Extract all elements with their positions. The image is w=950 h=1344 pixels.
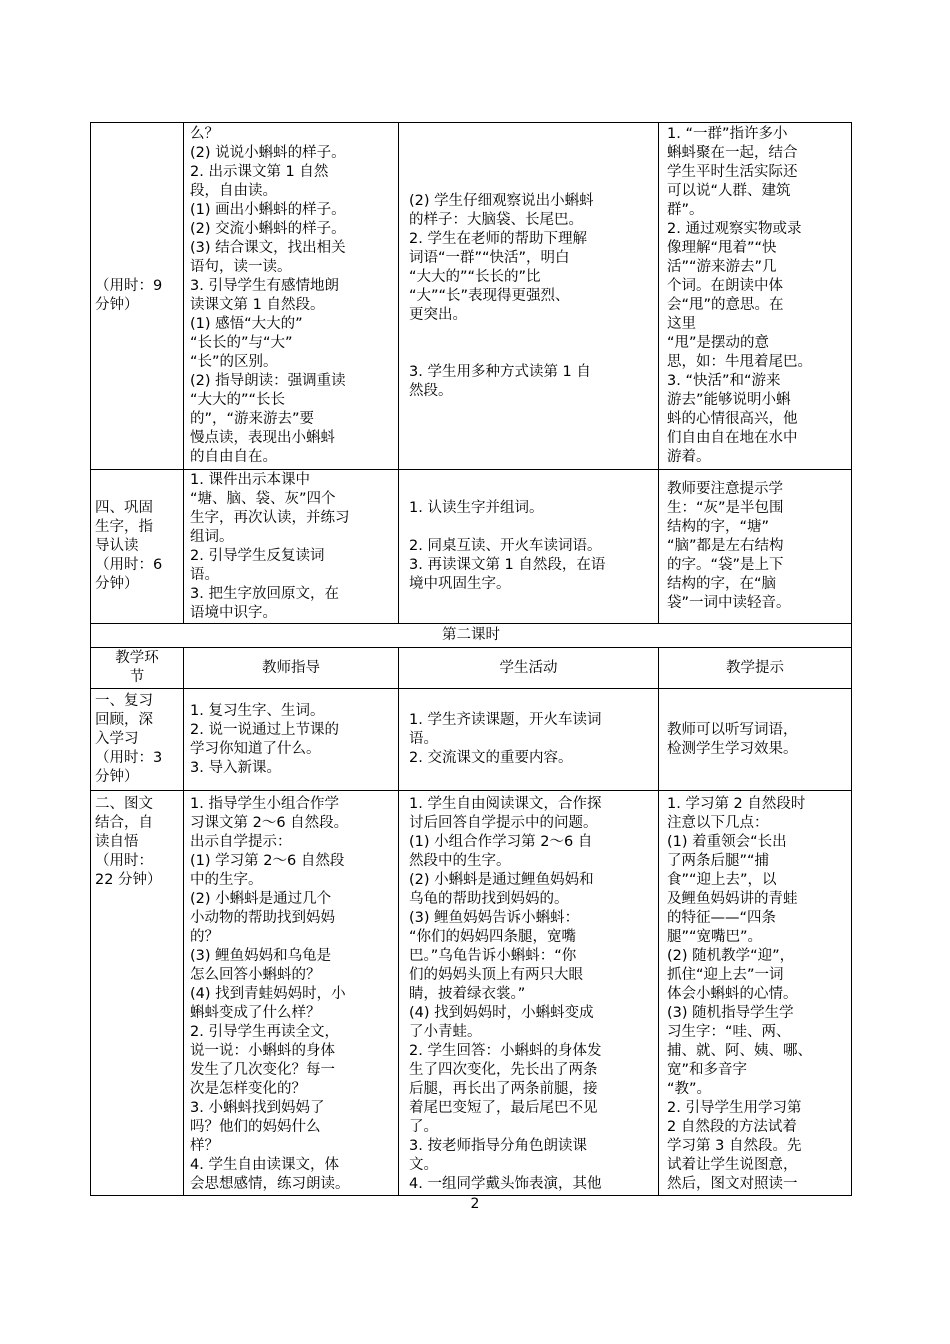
text-line: 吗？他们的妈妈什么 [190, 1119, 321, 1135]
text-line: 3. 再读课文第 1 自然段，在语 [409, 557, 606, 573]
text-line: 蝌蚪聚在一起，结合 [667, 145, 798, 161]
text-line: 1. 学生自由阅读课文，合作探 [409, 796, 602, 812]
text-line: 生字，再次认读，并练习 [190, 509, 350, 526]
text-line: 蝌蚪变成了什么样？ [190, 1005, 321, 1021]
text-line: “长长的”与“大” [190, 335, 293, 351]
text-line: 教学环 [115, 650, 159, 666]
student-activity-part [409, 192, 654, 325]
text-line: 语。 [409, 731, 438, 747]
text-line: 3. 导入新课。 [190, 759, 281, 776]
text-line: (2) 指导朗读：强调重读 [190, 373, 346, 389]
text-line: 2. 引导学生再读全文， [190, 1024, 339, 1040]
text-line: 1. 指导学生小组合作学 [190, 796, 339, 812]
text-line: 出示自学提示： [190, 834, 292, 850]
text-line: 2. 说一说通过上节课的 [190, 721, 339, 738]
text-line: 2. 出示课文第 1 自然 [190, 164, 329, 180]
student-activity-cell [399, 791, 659, 1196]
text-line: （用时： [95, 853, 153, 869]
text-line: 会思想感情，练习朗读。 [190, 1176, 350, 1192]
text-line: 发生了几次变化？每一 [190, 1062, 335, 1078]
text-line: 结构的字，在“脑 [667, 576, 777, 592]
text-line: 2 自然段的方法试着 [667, 1119, 797, 1135]
text-line: 捕、就、阿、姨、哪、 [667, 1043, 812, 1059]
text-line: 结构的字，“塘” [667, 519, 770, 535]
text-line: 了两条后腿”“捕 [667, 853, 770, 869]
text-line: 样？ [190, 1138, 219, 1154]
student-activity-cell [399, 123, 659, 470]
text-line: 词语“一群”“快活”，明白 [409, 249, 570, 266]
text-line: 学习第 3 自然段。先 [667, 1138, 802, 1154]
text-line: (4) 找到妈妈时，小蝌蚪变成 [409, 1005, 594, 1021]
text-line: 的”，“游来游去”要 [190, 411, 315, 427]
text-line: 思，如：牛甩着尾巴。 [667, 354, 812, 370]
text-line: 们的妈妈头顶上有两只大眼 [409, 967, 583, 983]
text-line: （用时：3 [95, 750, 163, 766]
text-line: 语。 [190, 566, 219, 583]
text-line: 一、复习 [95, 693, 153, 709]
text-line: (2) 随机教学“迎”， [667, 948, 795, 964]
text-line: 的样子：大脑袋、长尾巴。 [409, 211, 583, 228]
text-line: 的特征——“四条 [667, 910, 777, 926]
student-activity-part [409, 537, 654, 594]
text-line: 说一说：小蝌蚪的身体 [190, 1043, 335, 1059]
text-line: 及鲤鱼妈妈讲的青蛙 [667, 891, 798, 907]
text-line: 教师要注意提示学 [667, 481, 783, 497]
text-line: (2) 学生仔细观察说出小蝌蚪 [409, 192, 594, 209]
text-line: 袋”一词中读轻音。 [667, 595, 791, 611]
stage-cell [91, 791, 184, 1196]
header-row [91, 648, 852, 689]
text-line: 四、巩固 [95, 500, 153, 516]
text-line: 节 [129, 669, 145, 685]
text-line: 个词。在朗读中体 [667, 278, 783, 294]
text-line: 这里 [667, 316, 696, 332]
text-line: 习生字：“哇、两、 [667, 1024, 791, 1040]
text-line: 组词。 [190, 528, 234, 545]
text-line: (3) 结合课文，找出相关 [190, 240, 346, 256]
text-line: “大大的”“长长的”比 [409, 268, 541, 285]
text-line: 么？ [190, 126, 219, 142]
text-line: （用时：9 [95, 278, 163, 294]
text-line: (1) 感悟“大大的” [190, 316, 303, 332]
text-line: 2. 引导学生用学习第 [667, 1100, 802, 1116]
text-line: “脑”都是左右结构 [667, 538, 784, 554]
stage-cell [91, 123, 184, 470]
text-line: 像理解“甩着”“快 [667, 240, 777, 256]
text-line: 4. 一组同学戴头饰表演，其他 [409, 1176, 602, 1192]
text-line: 3. “快活”和“游来 [667, 373, 781, 389]
text-line: 语句，读一读。 [190, 259, 292, 275]
text-line: 结合，自 [95, 815, 153, 831]
text-line: 1. 复习生字、生词。 [190, 702, 325, 719]
text-line: 次是怎样变化的？ [190, 1081, 306, 1097]
text-line: 会“甩”的意思。在 [667, 297, 784, 313]
text-line: 读自悟 [95, 834, 139, 850]
text-line: (3) 鲤鱼妈妈告诉小蝌蚪： [409, 910, 580, 926]
table-row [91, 791, 852, 1196]
text-line: 1. 学习第 2 自然段时 [667, 796, 806, 812]
text-line: 教师可以听写词语， [667, 721, 798, 738]
text-line: 2. 学生在老师的帮助下理解 [409, 230, 587, 247]
lesson-plan-table [90, 122, 852, 1196]
text-line: “教”。 [667, 1081, 712, 1097]
text-line: 蚪的心情很高兴，他 [667, 411, 798, 427]
text-line: 睛，披着绿衣裳。” [409, 986, 526, 1002]
text-line: 后腿，再长出了两条前腿，接 [409, 1081, 598, 1097]
text-line: “你们的妈妈四条腿，宽嘴 [409, 929, 577, 945]
text-line: 3. 引导学生有感情地朗 [190, 278, 339, 294]
text-line: (3) 鲤鱼妈妈和乌龟是 [190, 948, 332, 964]
header-stage [91, 648, 184, 689]
text-line: “长”的区别。 [190, 354, 278, 370]
text-line: 生：“灰”是半包围 [667, 500, 784, 516]
text-line: 生了四次变化，先长出了两条 [409, 1062, 598, 1078]
text-line: 怎么回答小蝌蚪的？ [190, 967, 321, 983]
table-row [91, 470, 852, 624]
text-line: 1. 课件出示本课中 [190, 471, 310, 488]
text-line: 1. “一群”指许多小 [667, 126, 788, 142]
text-line: “甩”是摆动的意 [667, 335, 770, 351]
text-line: 慢点读，表现出小蝌蚪 [190, 430, 335, 446]
text-line: 抓住“迎上去”一词 [667, 967, 784, 983]
text-line: 2. 学生回答：小蝌蚪的身体发 [409, 1043, 602, 1059]
text-line: 3. 按老师指导分角色朗读课 [409, 1138, 587, 1154]
text-line: 乌龟的帮助找到妈妈的。 [409, 891, 569, 907]
text-line: 然后，图文对照读一 [667, 1176, 798, 1192]
text-line: (1) 着重领会“长出 [667, 834, 787, 850]
text-line: 着尾巴变短了，最后尾巴不见 [409, 1100, 598, 1116]
teacher-guidance-cell [184, 123, 399, 470]
teaching-tip-cell [659, 689, 852, 791]
student-activity-part [409, 363, 654, 401]
text-line: 注意以下几点： [667, 815, 769, 831]
text-line: (1) 学习第 2～6 自然段 [190, 853, 345, 869]
text-line: (1) 小组合作学习第 2～6 自 [409, 834, 593, 850]
text-line: 导认读 [95, 538, 139, 554]
text-line: 游去”能够说明小蝌 [667, 392, 791, 408]
header-student: 学生活动 [399, 648, 659, 689]
text-line: 然段中的生字。 [409, 853, 511, 869]
stage-cell [91, 470, 184, 624]
header-tips: 教学提示 [659, 648, 852, 689]
text-line: 2. 引导学生反复读词 [190, 547, 325, 564]
session-row [91, 624, 852, 648]
text-line: 游着。 [667, 449, 711, 465]
text-line: 学习你知道了什么。 [190, 740, 321, 757]
teaching-tip-cell [659, 791, 852, 1196]
text-line: 可以说“人群、建筑 [667, 183, 791, 199]
text-line: 小动物的帮助找到妈妈 [190, 910, 335, 926]
text-line: 3. 小蝌蚪找到妈妈了 [190, 1100, 325, 1116]
text-line: 的自由自在。 [190, 449, 277, 465]
text-line: 检测学生学习效果。 [667, 740, 798, 757]
text-line: 试着让学生说图意， [667, 1157, 798, 1173]
text-line: 分钟） [95, 576, 139, 592]
text-line: （用时：6 [95, 557, 163, 573]
student-activity-part [409, 499, 654, 518]
text-line: 们自由自在地在水中 [667, 430, 798, 446]
text-line: 分钟） [95, 297, 139, 313]
text-line: 然段。 [409, 382, 453, 399]
text-line: 2. 交流课文的重要内容。 [409, 750, 573, 766]
teacher-guidance-cell [184, 689, 399, 791]
text-line: “大大的”“长长 [190, 392, 286, 408]
text-line: “大”“长”表现得更强烈、 [409, 287, 570, 304]
session-title: 第二课时 [91, 624, 852, 648]
text-line: 3. 把生字放回原文，在 [190, 585, 339, 602]
stage-cell [91, 689, 184, 791]
text-line: 了。 [409, 1119, 438, 1135]
text-line: 食”“迎上去”，以 [667, 872, 777, 888]
text-line: 的字。“袋”是上下 [667, 557, 784, 573]
text-line: “塘、脑、袋、灰”四个 [190, 490, 336, 507]
text-line: 4. 学生自由读课文，体 [190, 1157, 339, 1173]
text-line: 境中巩固生字。 [409, 576, 511, 592]
text-line: (3) 随机指导学生学 [667, 1005, 794, 1021]
text-line: (4) 找到青蛙妈妈时，小 [190, 986, 346, 1002]
text-line: 了小青蛙。 [409, 1024, 482, 1040]
text-line: 群”。 [667, 202, 704, 218]
text-line: 1. 认读生字并组词。 [409, 500, 544, 516]
table-row [91, 123, 852, 470]
teaching-tip-cell [659, 123, 852, 470]
text-line: 2. 同桌互读、开火车读词语。 [409, 538, 602, 554]
text-line: 生字，指 [95, 519, 153, 535]
text-line: 读课文第 1 自然段。 [190, 297, 325, 313]
student-activity-cell [399, 689, 659, 791]
text-line: 语境中识字。 [190, 604, 277, 621]
page-number: 2 [470, 1196, 480, 1212]
text-line: 的？ [190, 929, 219, 945]
text-line: 回顾，深 [95, 712, 153, 728]
text-line: 更突出。 [409, 306, 467, 323]
text-line: 22 分钟） [95, 872, 162, 888]
text-line: 中的生字。 [190, 872, 263, 888]
text-line: 段，自由读。 [190, 183, 277, 199]
text-line: 习课文第 2～6 自然段。 [190, 815, 349, 831]
student-activity-cell [399, 470, 659, 624]
table-row [91, 689, 852, 791]
text-line: (1) 画出小蝌蚪的样子。 [190, 202, 346, 218]
text-line: 巴。”乌龟告诉小蝌蚪：“你 [409, 948, 577, 964]
text-line: 文。 [409, 1157, 438, 1173]
text-line: 1. 学生齐读课题，开火车读词 [409, 712, 602, 728]
teacher-guidance-cell [184, 470, 399, 624]
text-line: 体会小蝌蚪的心情。 [667, 986, 798, 1002]
text-line: 入学习 [95, 731, 139, 747]
text-line: 宽”和多音字 [667, 1062, 748, 1078]
teaching-tip-cell [659, 470, 852, 624]
text-line: (2) 小蝌蚪是通过几个 [190, 891, 332, 907]
teacher-guidance-cell [184, 791, 399, 1196]
text-line: (2) 小蝌蚪是通过鲤鱼妈妈和 [409, 872, 594, 888]
text-line: 讨后回答自学提示中的问题。 [409, 815, 598, 831]
text-line: 2. 通过观察实物或录 [667, 221, 802, 237]
text-line: 活”“游来游去”几 [667, 259, 777, 275]
text-line: 3. 学生用多种方式读第 1 自 [409, 363, 591, 380]
text-line: 分钟） [95, 769, 139, 785]
header-teacher: 教师指导 [184, 648, 399, 689]
text-line: 腿”“宽嘴巴”。 [667, 929, 763, 945]
text-line: (2) 交流小蝌蚪的样子。 [190, 221, 346, 237]
text-line: 二、图文 [95, 796, 153, 812]
text-line: (2) 说说小蝌蚪的样子。 [190, 145, 346, 161]
text-line: 学生平时生活实际还 [667, 164, 798, 180]
